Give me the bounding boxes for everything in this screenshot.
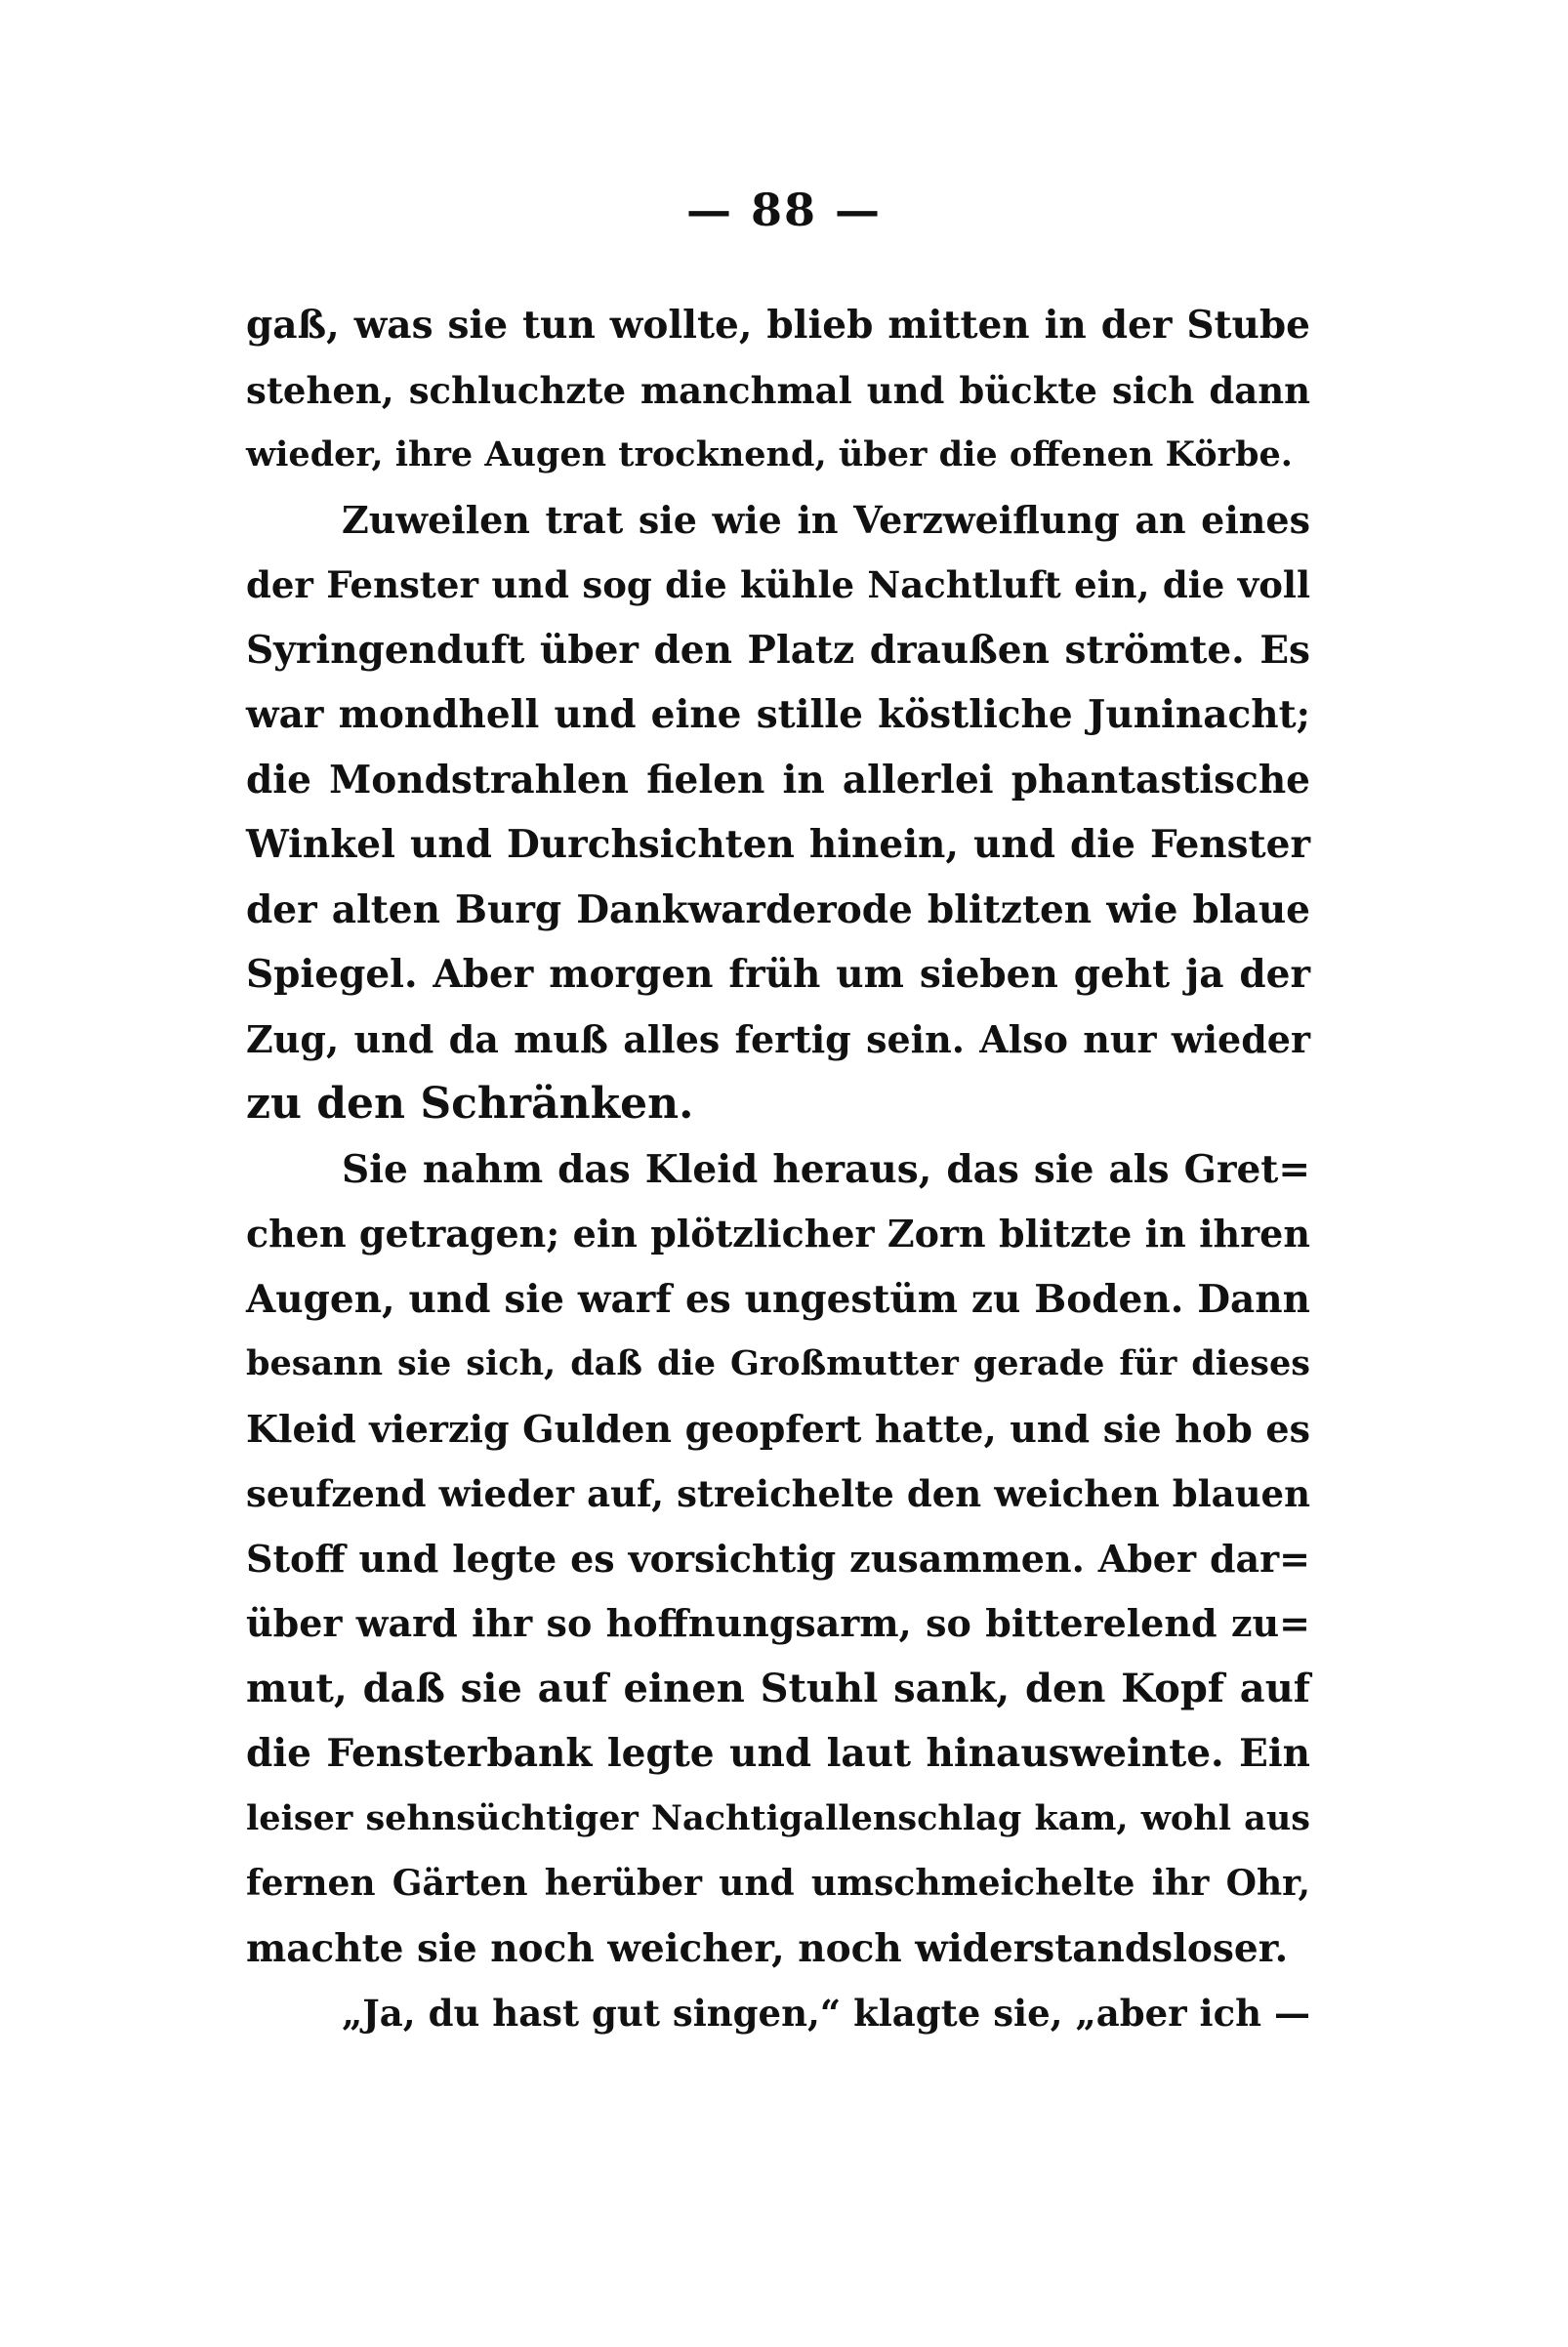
text-line: Spiegel. Aber morgen früh um sieben geht ja der <box>246 952 1310 997</box>
text-line: wieder, ihre Augen trocknend, über die offenen Körbe. <box>246 434 1293 474</box>
text-line: seufzend wieder auf, streichelte den weichen blauen <box>246 1472 1310 1515</box>
text-line: der Fenster und sog die kühle Nachtluft ein, die voll <box>246 563 1310 606</box>
text-line: besann sie sich, daß die Großmutter gerade für dieses <box>246 1343 1310 1383</box>
text-line: über ward ihr so hoffnungsarm, so bitterelend zu= <box>246 1601 1310 1645</box>
text-line: fernen Gärten herüber und umschmeichelte ihr Ohr, <box>246 1863 1310 1904</box>
text-line: Augen, und sie warf es ungestüm zu Boden. Dann <box>246 1276 1310 1322</box>
text-line: gaß, was sie tun wollte, blieb mitten in der Stube <box>246 303 1310 348</box>
text-line: Stoff und legte es vorsichtig zusammen. Aber dar= <box>246 1536 1310 1581</box>
text-line: leiser sehnsüchtiger Nachtigallenschlag kam, wohl aus <box>246 1797 1310 1838</box>
text-line: die Mondstrahlen fielen in allerlei phantastische <box>246 757 1310 803</box>
text-line: Zug, und da muß alles fertig sein. Also nur wieder <box>246 1016 1310 1061</box>
text-line: machte sie noch weicher, noch widerstandsloser. <box>246 1925 1289 1971</box>
text-line: Sie nahm das Kleid heraus, das sie als Gret= <box>342 1146 1310 1192</box>
text-line: Winkel und Durchsichten hinein, und die Fenster <box>246 822 1310 867</box>
body-text <box>246 293 1310 2046</box>
text-line: stehen, schluchzte manchmal und bückte sich dann <box>246 368 1310 412</box>
page-number-header: — 88 — <box>685 184 883 236</box>
text-line: chen getragen; ein plötzlicher Zorn blitzte in ihren <box>246 1212 1310 1256</box>
text-line: der alten Burg Dankwarderode blitzten wie blaue <box>246 886 1310 932</box>
text-line: Syringenduft über den Platz draußen strömte. Es <box>246 627 1310 673</box>
text-line: Zuweilen trat sie wie in Verzweiflung an eines <box>342 497 1310 542</box>
text-line: zu den Schränken. <box>246 1079 694 1129</box>
text-line: die Fensterbank legte und laut hinausweinte. Ein <box>246 1731 1310 1776</box>
text-line: „Ja, du hast gut singen,“ klagte sie, „aber ich — <box>342 1992 1310 2035</box>
text-line: Kleid vierzig Gulden geopfert hatte, und sie hob es <box>246 1406 1310 1451</box>
text-line: mut, daß sie auf einen Stuhl sank, den Kopf auf <box>246 1665 1310 1711</box>
text-line: war mondhell und eine stille köstliche Juninacht; <box>246 692 1310 737</box>
